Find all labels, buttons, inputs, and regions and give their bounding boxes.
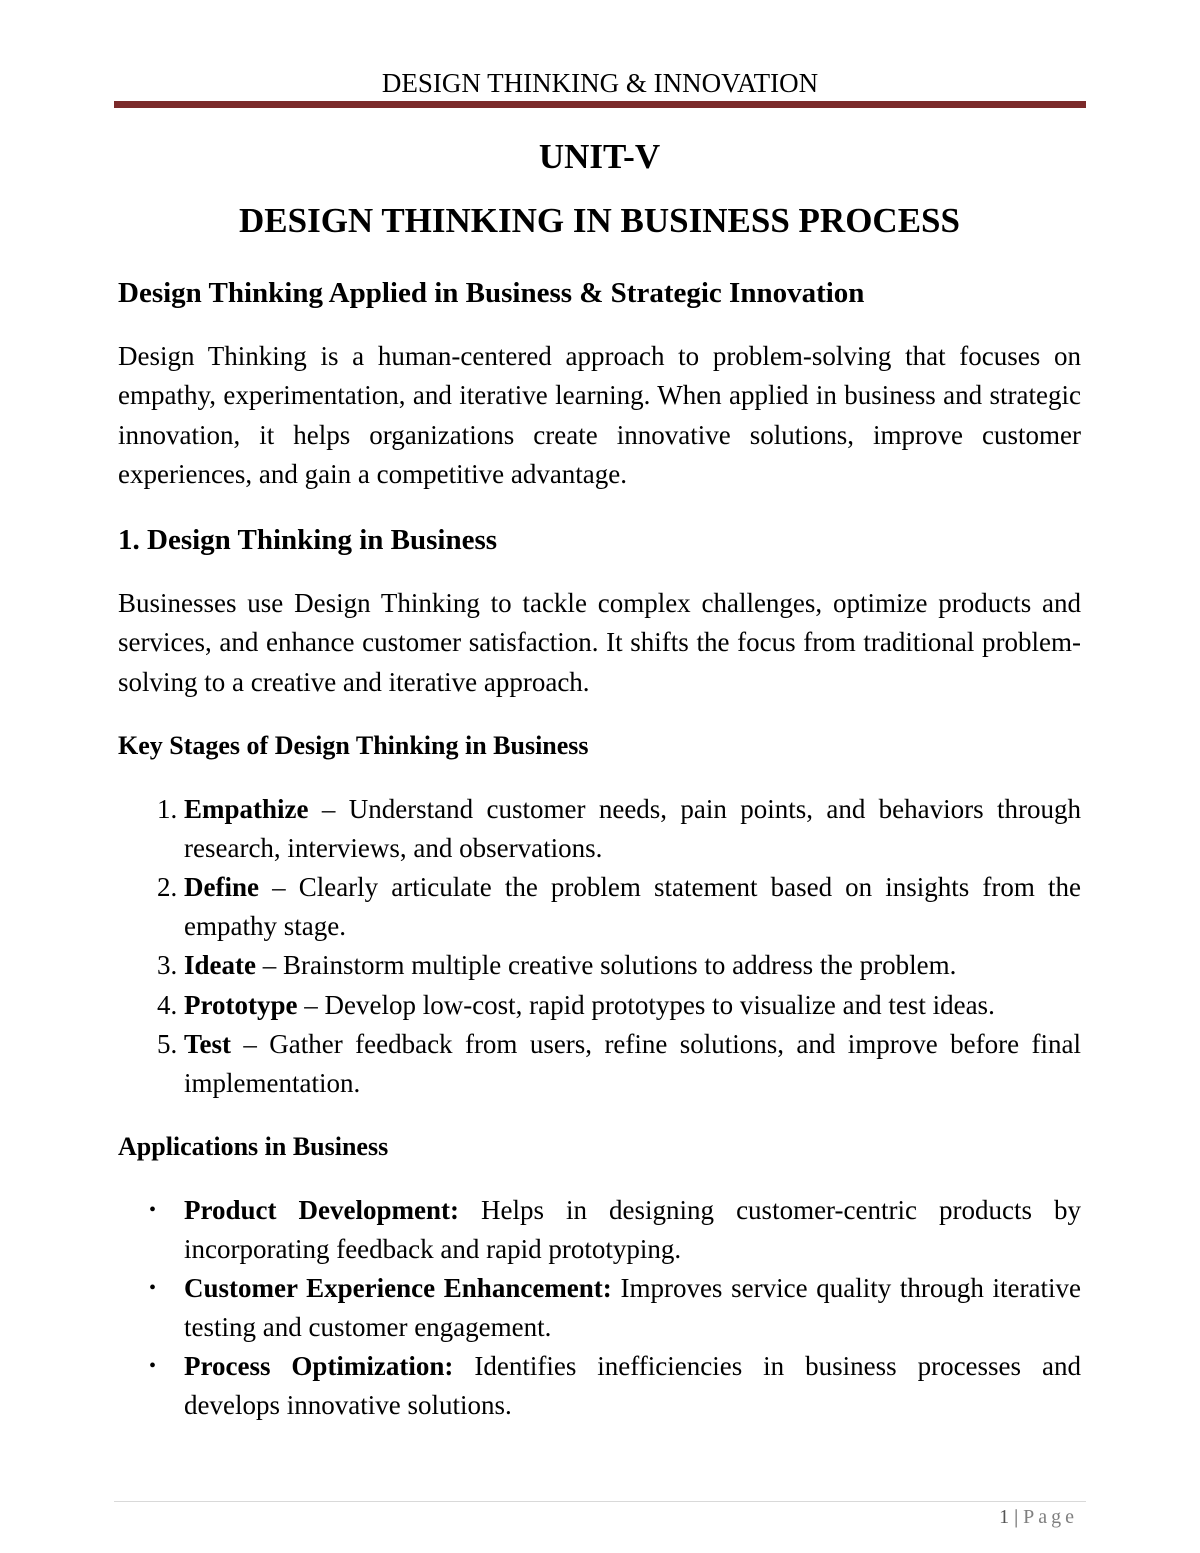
key-stages-heading: Key Stages of Design Thinking in Business xyxy=(118,731,589,761)
application-term: Process Optimization: xyxy=(184,1351,454,1382)
application-text: Improves service quality through iterative testing and customer engagement. xyxy=(184,1273,1082,1343)
stage-text: – Understand customer needs, pain points, and behaviors through research, interviews, and observations. xyxy=(184,794,1081,864)
list-item xyxy=(149,1347,1081,1425)
list-item xyxy=(184,790,1081,868)
list-item xyxy=(149,1269,1082,1347)
intro-paragraph: Design Thinking is a human-centered approach to problem-solving that focuses on empathy, experimentation, and iterative learning. When applied in business and strategic innovation, it helps organizations create innovative solutions, improve customer experiences, and gain a competitive advantage. xyxy=(118,341,1081,489)
bullet-icon: • xyxy=(149,1277,157,1300)
stage-text: – Gather feedback from users, refine solutions, and improve before final implementation. xyxy=(184,1028,1081,1098)
list-item xyxy=(184,1025,1081,1103)
applications-list xyxy=(118,1191,1081,1426)
application-term: Product Development: xyxy=(184,1194,459,1225)
bullet-icon: • xyxy=(149,1198,157,1221)
page-footer xyxy=(999,1504,1078,1530)
application-text: Identifies inefficiencies in business processes and develops innovative solutions. xyxy=(184,1351,1081,1421)
stage-term: Test xyxy=(184,1028,232,1059)
running-header: DESIGN THINKING & INNOVATION xyxy=(381,68,819,98)
chapter-title: DESIGN THINKING IN BUSINESS PROCESS xyxy=(239,201,960,240)
applications-heading: Applications in Business xyxy=(118,1131,389,1161)
stage-term: Empathize xyxy=(184,794,309,825)
page-content xyxy=(118,132,1081,1425)
footer-rule xyxy=(114,1501,1086,1502)
intro-heading: Design Thinking Applied in Business & Strategic Innovation xyxy=(118,277,865,309)
stage-term: Define xyxy=(184,872,259,903)
section1-paragraph: Businesses use Design Thinking to tackle complex challenges, optimize products and services, and enhance customer satisfaction. It shifts the focus from traditional problem-solving to a creative and iterative approach. xyxy=(118,588,1081,697)
section1-heading: 1. Design Thinking in Business xyxy=(118,524,498,557)
list-item xyxy=(184,946,1081,985)
page-separator: | xyxy=(1009,1506,1024,1528)
page-label: Page xyxy=(1023,1506,1078,1528)
unit-title: UNIT-V xyxy=(538,137,661,176)
list-item xyxy=(184,986,1081,1025)
bullet-icon: • xyxy=(149,1355,157,1378)
stage-term: Ideate xyxy=(184,950,256,981)
key-stages-list xyxy=(118,790,1081,1103)
stage-term: Prototype xyxy=(184,989,298,1020)
stage-text: – Brainstorm multiple creative solutions to address the problem. xyxy=(255,950,957,981)
page-number: 1 xyxy=(999,1506,1010,1528)
application-text: Helps in designing customer-centric products by incorporating feedback and rapid prototyping. xyxy=(184,1194,1081,1264)
application-term: Customer Experience Enhancement: xyxy=(184,1273,612,1304)
stage-text: – Clearly articulate the problem statement based on insights from the empathy stage. xyxy=(184,872,1081,942)
stage-text: – Develop low-cost, rapid prototypes to visualize and test ideas. xyxy=(297,989,995,1020)
list-item xyxy=(184,868,1081,946)
list-item xyxy=(149,1191,1081,1269)
header-rule xyxy=(114,101,1086,108)
